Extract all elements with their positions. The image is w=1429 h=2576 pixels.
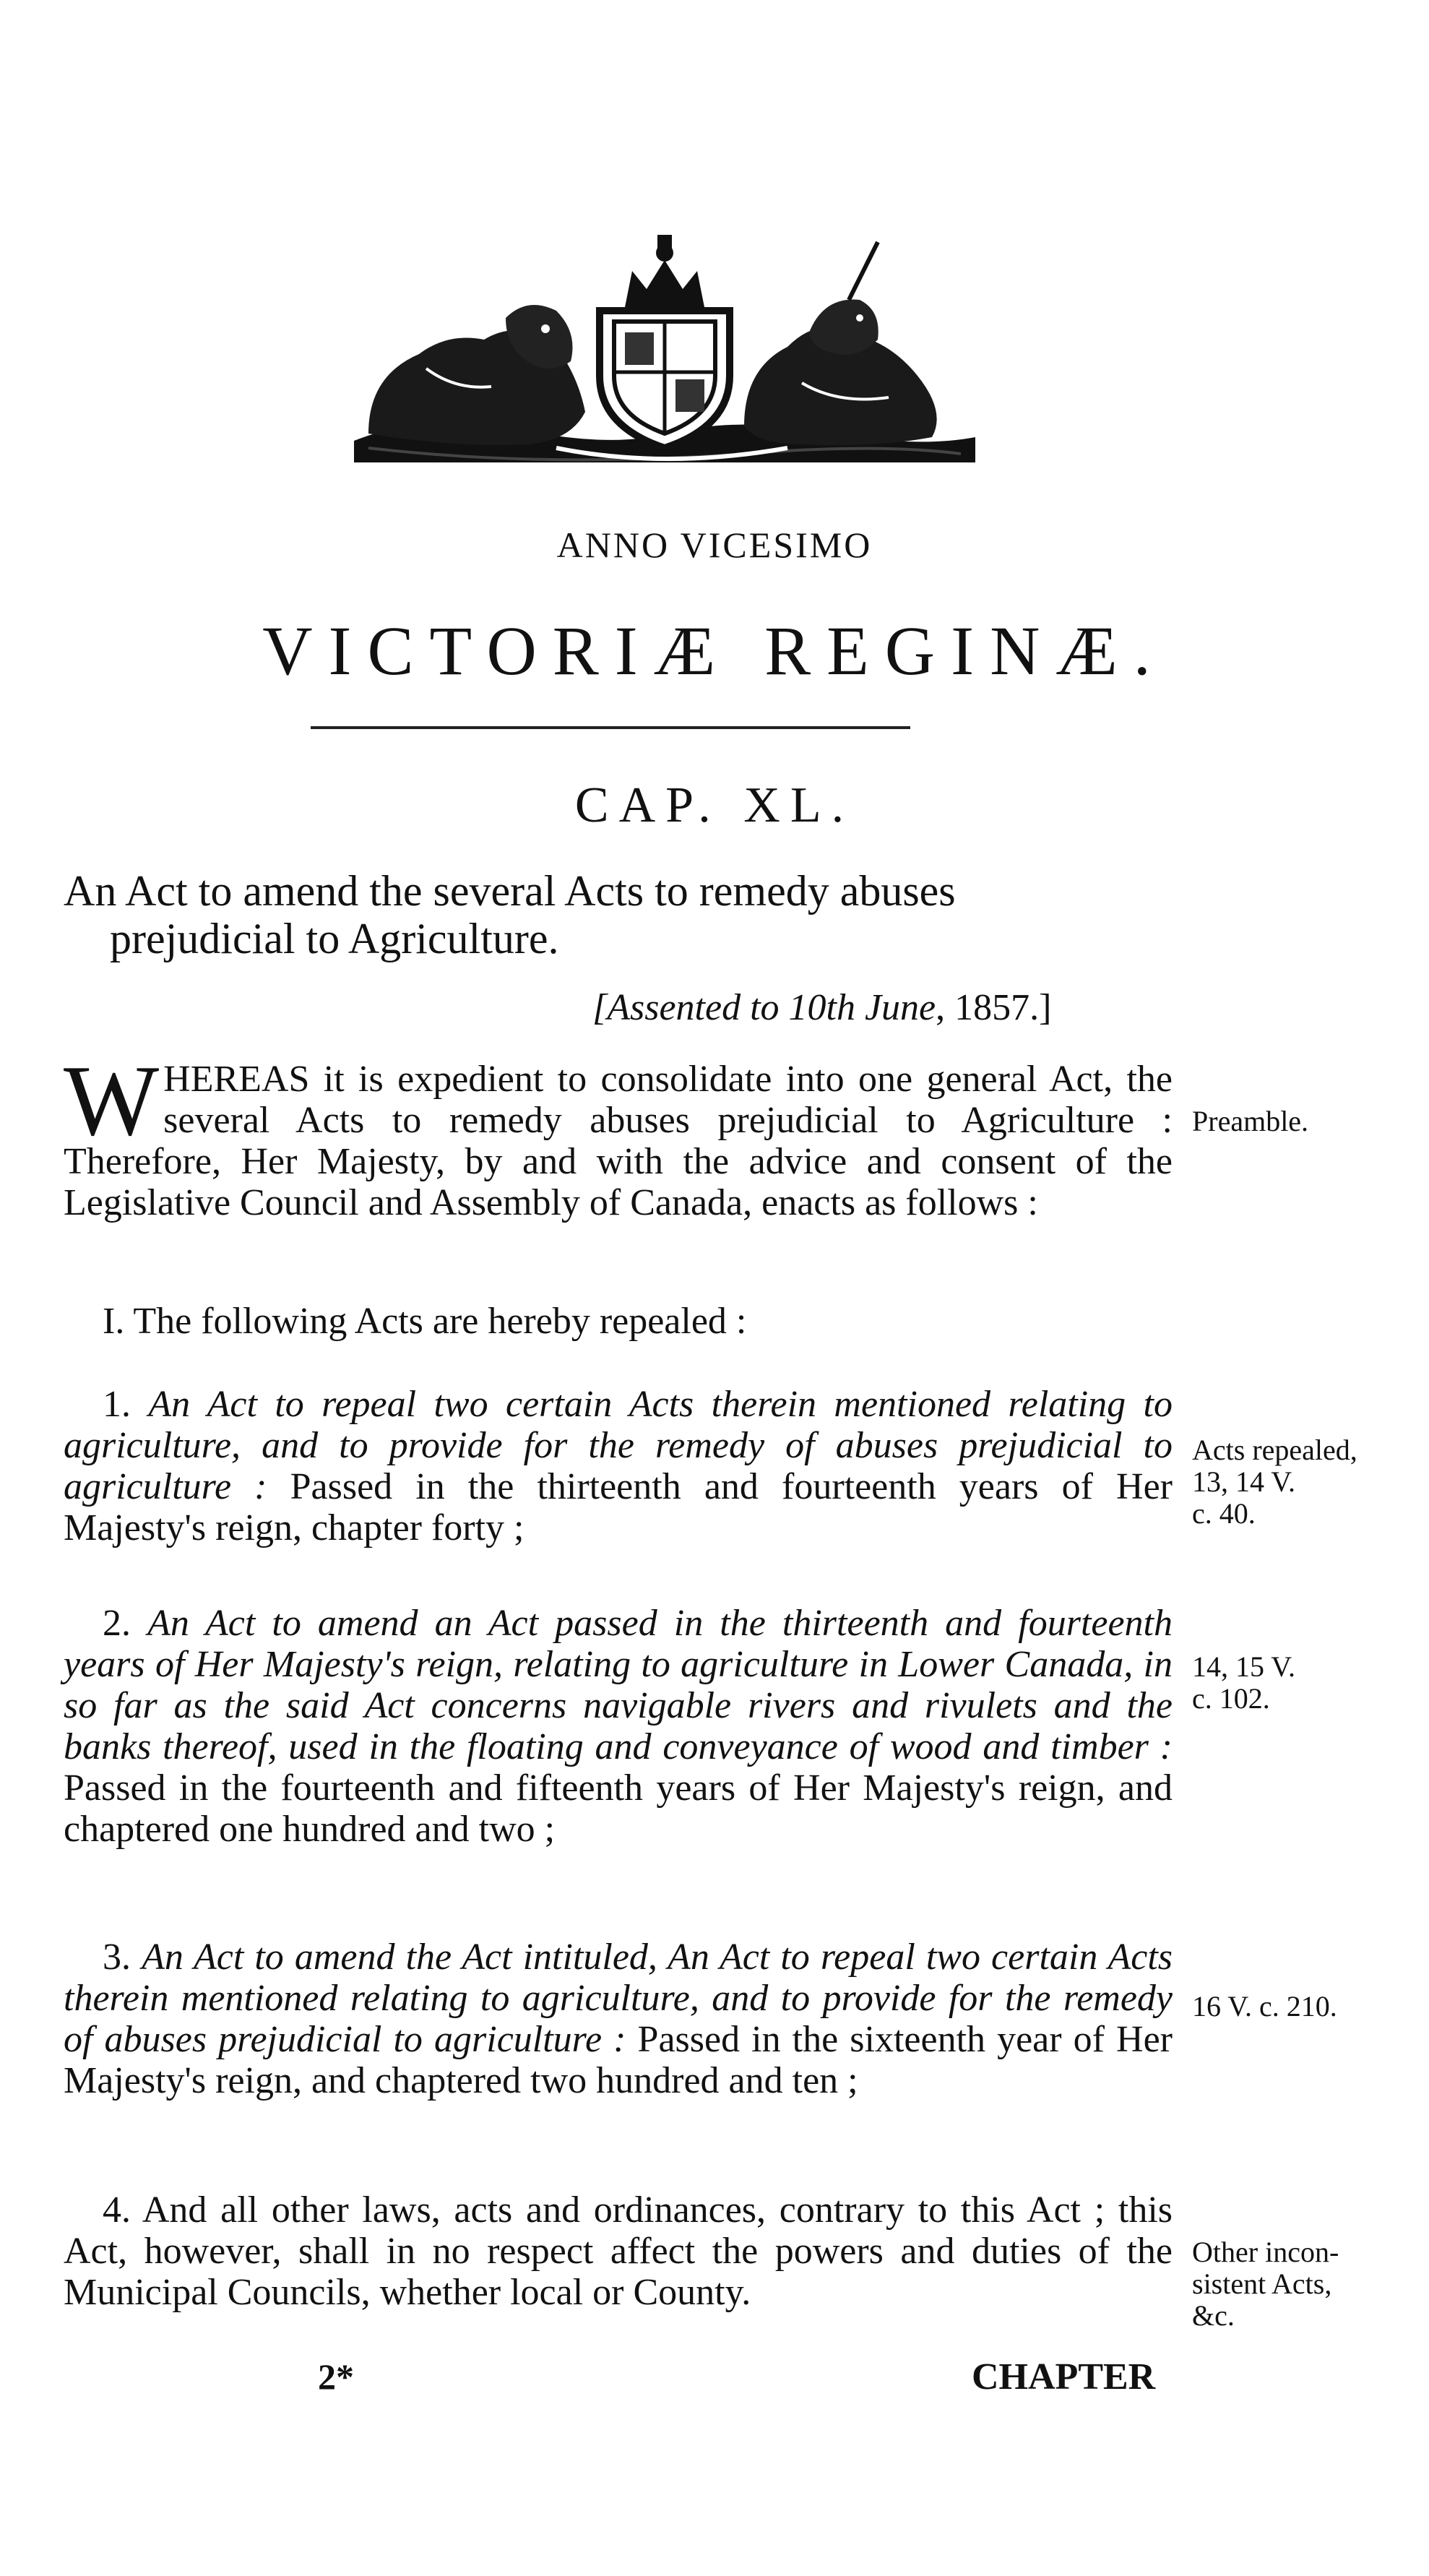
item-2-number: 2. [103, 1603, 131, 1644]
margin-note-other-b: sistent Acts, [1192, 2267, 1332, 2300]
repealed-item-3 [64, 1937, 1173, 2101]
margin-note-other-a: Other incon- [1192, 2236, 1339, 2268]
royal-coat-of-arms-icon [340, 231, 990, 477]
item-1-rest: Passed in the thirteenth and fourteenth years of Her Majesty's reign, chapter forty ; [64, 1466, 1173, 1548]
assent-year: , 1857.] [936, 987, 1052, 1028]
act-title-line-2: prejudicial to Agriculture. [110, 915, 559, 962]
margin-note-other-acts [1192, 2236, 1423, 2332]
margin-note-ref-14-15: 14, 15 V. [1192, 1650, 1296, 1683]
item-4-text: 4. And all other laws, acts and ordinances, contrary to this Act ; this Act, however, shall in no respect affect the powers and duties of the Municipal Councils, whether local or County. [64, 2189, 1173, 2313]
repealed-item-1 [64, 1384, 1173, 1548]
assent-date [592, 986, 1051, 1029]
margin-note-ref-c40: c. 40. [1192, 1497, 1256, 1530]
act-title-line-1: An Act to amend the several Acts to remedy abuses [64, 867, 956, 915]
margin-note-preamble: Preamble. [1192, 1105, 1309, 1137]
item-2-title: An Act to amend an Act passed in the thirteenth and fourteenth years of Her Majesty's reign, relating to agriculture in Lower Canada, in so far as the said Act concerns navigable rivers and rivulets and the banks thereof, used in the floating and conveyance of wood and timber : [64, 1603, 1173, 1767]
item-3-title: An Act to amend the Act intituled, An Act to repeal two certain Acts therein mentioned relating to agriculture, and to provide for the remedy of abuses prejudicial to agriculture : [64, 1937, 1173, 2060]
margin-note-ref-2 [1192, 1651, 1423, 1715]
assent-prefix: [Assented to [592, 987, 789, 1028]
section-i-text: I. The following Acts are hereby repealed : [103, 1301, 747, 1342]
item-1-title: An Act to repeal two certain Acts therein mentioned relating to agriculture, and to provide for the remedy of abuses prejudicial to agriculture : [64, 1384, 1173, 1507]
drop-cap: W [64, 1045, 160, 1157]
margin-note-ref-13-14: 13, 14 V. [1192, 1465, 1296, 1498]
item-2-rest: Passed in the fourteenth and fifteenth years of Her Majesty's reign, and chaptered one hundred and two ; [64, 1767, 1173, 1850]
preamble-text: HEREAS it is expedient to consolidate into one general Act, the several Acts to remedy abuses prejudicial to Agriculture : Therefore, Her Majesty, by and with the advice and consent of the Legislative Council and Assembly of Canada, enacts as follows : [64, 1059, 1173, 1223]
repealed-item-4 [64, 2189, 1173, 2313]
margin-note-ref-3: 16 V. c. 210. [1192, 1990, 1337, 2023]
item-3-rest: Passed in the sixteenth year of Her Majesty's reign, and chaptered two hundred and ten ; [64, 2019, 1173, 2101]
margin-note-acts-repealed-label: Acts repealed, [1192, 1434, 1357, 1466]
repealed-item-2 [64, 1603, 1173, 1850]
catchword: CHAPTER [972, 2356, 1156, 2398]
margin-note-other-c: &c. [1192, 2299, 1235, 2332]
divider-rule [311, 726, 910, 729]
margin-note-ref-c102: c. 102. [1192, 1682, 1270, 1715]
item-1-number: 1. [103, 1384, 131, 1425]
anno-heading: ANNO VICESIMO [556, 525, 873, 565]
assent-day: 10th June [788, 987, 936, 1028]
margin-note-acts-repealed [1192, 1434, 1423, 1530]
act-title [64, 867, 1191, 962]
signature-mark: 2* [318, 2356, 354, 2397]
section-i [64, 1301, 1173, 1342]
chapter-number: CAP. XL. [574, 777, 855, 833]
preamble-paragraph [64, 1045, 1173, 1223]
regnal-heading: VICTORIÆ REGINÆ. [262, 612, 1167, 689]
item-3-number: 3. [103, 1937, 131, 1978]
